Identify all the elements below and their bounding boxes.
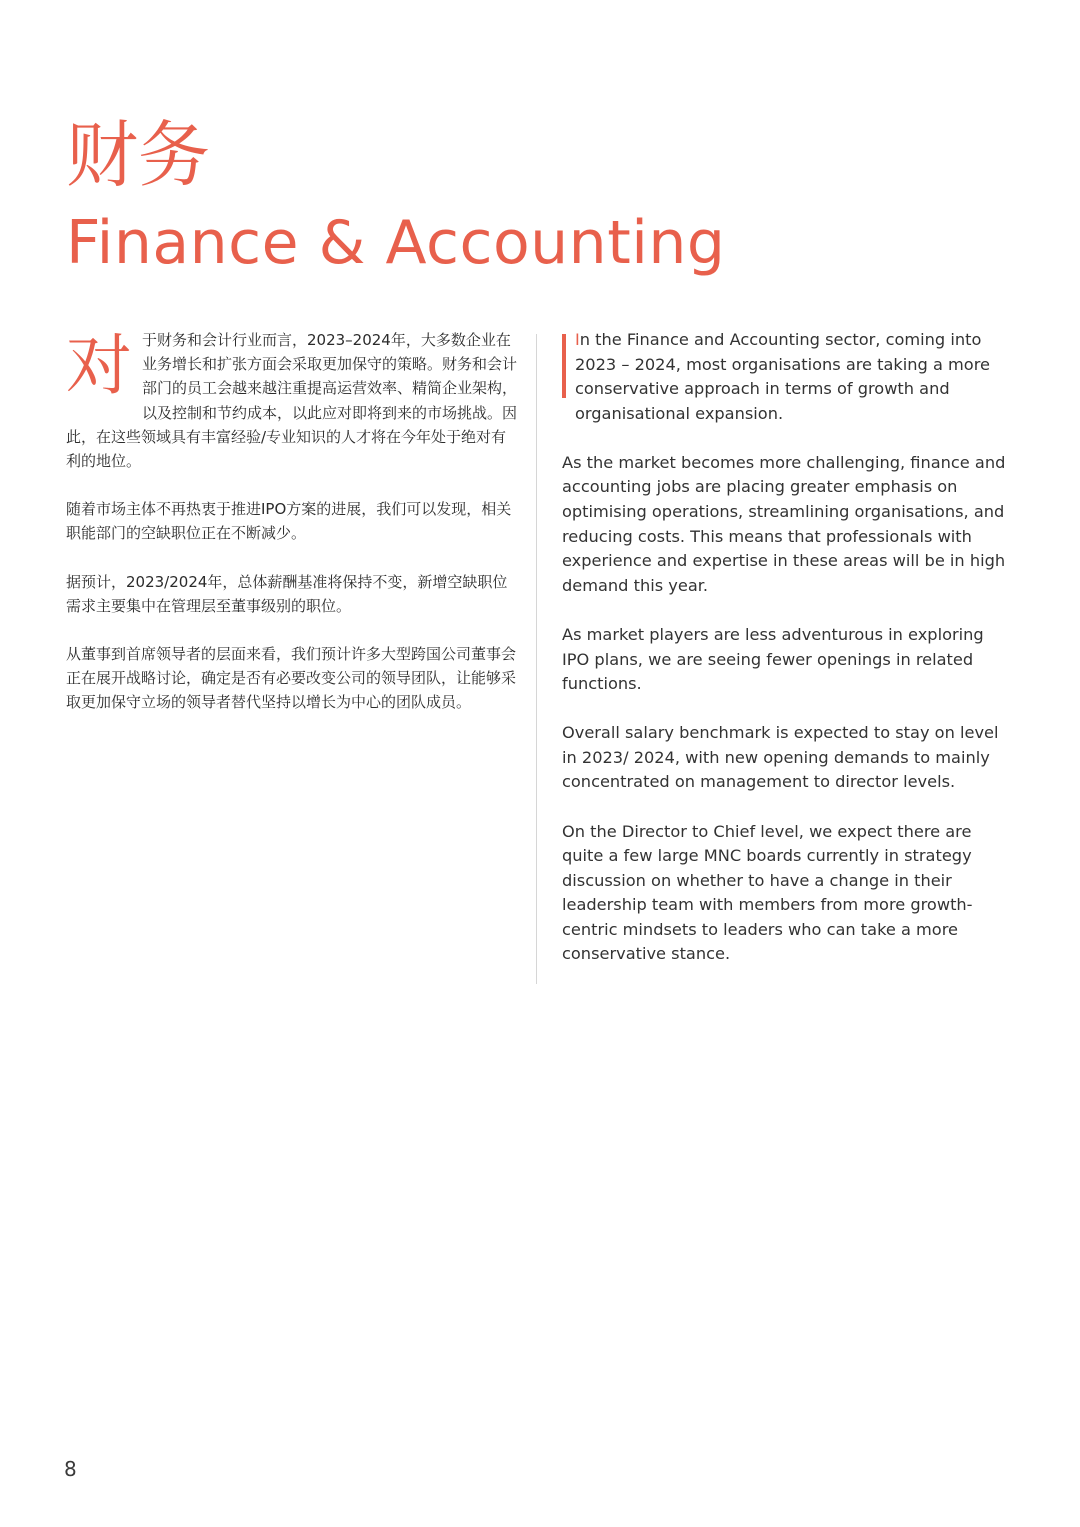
chinese-drop-cap: 对	[66, 327, 132, 404]
english-paragraph-4: Overall salary benchmark is expected to stay on level in 2023/ 2024, with new opening demands to mainly concentrated on management to director levels.	[562, 723, 999, 792]
section-title-chinese: 财务	[66, 113, 211, 197]
english-paragraph-1-text: n the Finance and Accounting sector, coming into 2023 – 2024, most organisations are taking a more conservative approach in terms of growth and organisational expansion.	[575, 330, 990, 423]
english-column	[562, 328, 1012, 992]
chinese-column	[66, 328, 518, 739]
chinese-paragraph-1-text: 于财务和会计行业而言，2023–2024年，大多数企业在业务增长和扩张方面会采取更加保守的策略。财务和会计部门的员工会越来越注重提高运营效率、精简企业架构，以及控制和节约成本，以此应对即将到来的市场挑战。因此，在这些领域具有丰富经验/专业知识的人才将在今年处于绝对有利的地位。	[66, 331, 518, 471]
column-divider	[536, 334, 537, 984]
english-paragraph-1	[562, 328, 1012, 426]
english-paragraph-2: As the market becomes more challenging, finance and accounting jobs are placing greater emphasis on optimising operations, streamlining organisations, and reducing costs. This means that professionals with experience and expertise in these areas will be in high demand this year.	[562, 452, 1006, 595]
english-paragraph-5: On the Director to Chief level, we expect there are quite a few large MNC boards currently in strategy discussion on whether to have a change in their leadership team with members from more growth-centric mindsets to leaders who can take a more conservative stance.	[562, 821, 973, 964]
chinese-paragraph-4: 从董事到首席领导者的层面来看，我们预计许多大型跨国公司董事会正在展开战略讨论，确定是否有必要改变公司的领导团队，让能够采取更加保守立场的领导者替代坚持以增长为中心的团队成员。	[66, 645, 517, 712]
chinese-paragraph-1	[66, 328, 518, 473]
chinese-paragraph-2: 随着市场主体不再热衷于推进IPO方案的进展，我们可以发现，相关职能部门的空缺职位正在不断减少。	[66, 500, 512, 543]
english-paragraph-3: As market players are less adventurous in exploring IPO plans, we are seeing fewer openings in related functions.	[562, 624, 984, 694]
section-title-english: Finance & Accounting	[66, 208, 726, 278]
english-drop-cap: I	[575, 330, 580, 349]
drop-cap-accent-bar	[562, 334, 566, 398]
chinese-paragraph-3: 据预计，2023/2024年，总体薪酬基准将保持不变，新增空缺职位需求主要集中在管理层至董事级别的职位。	[66, 572, 508, 615]
page-number: 8	[64, 1457, 77, 1481]
